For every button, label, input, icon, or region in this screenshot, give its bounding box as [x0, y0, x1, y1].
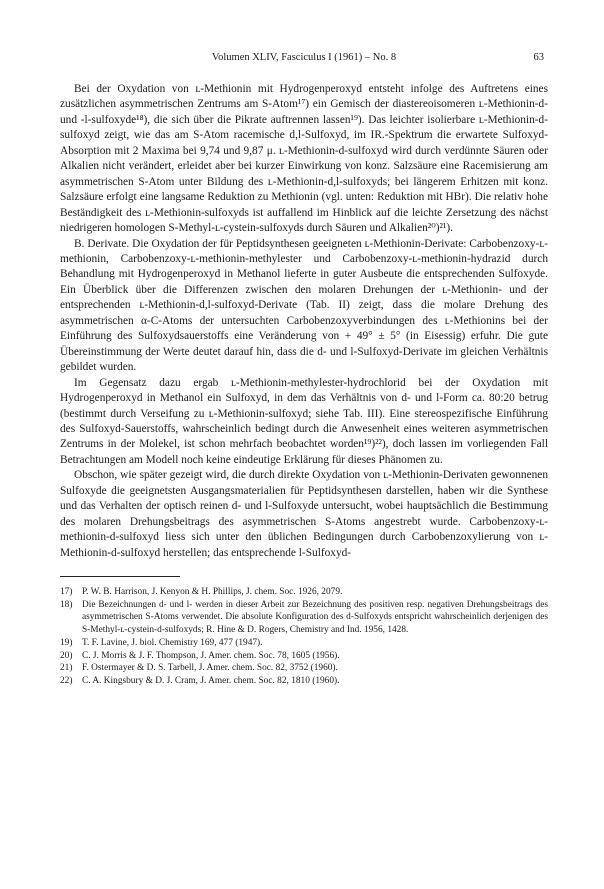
footnote-rule [60, 576, 180, 577]
footnote-number: 20) [60, 650, 73, 661]
footnote-text: Die Bezeichnungen d- und l- werden in dieser Arbeit zur Bezeichnung des positiven resp. negativen Drehungsbeitrags des asymmetrischen S-Atoms verwendet. Die absolute Konfiguration des d-Sulfoxyds entspricht wahrscheinlich derjenigen des S-Methyl-ʟ-cystein-d-sulfoxyds; R. Hine & D. Rogers, Chemistry and Ind. 1956, 1428. [82, 599, 548, 636]
running-head-title: Volumen XLIV, Fasciculus I (1961) – No. 8 [211, 52, 397, 63]
footnote-text: F. Ostermayer & D. S. Tarbell, J. Amer. chem. Soc. 82, 3752 (1960). [82, 663, 338, 674]
page-number: 63 [533, 52, 544, 63]
paragraph-3: Im Gegensatz dazu ergab ʟ-Methionin-methylester-hydrochlorid bei der Oxydation mit Hydrogenperoxyd in Methanol ein Sulfoxyd, in dem das Verhältnis von d- und l-Form ca. 80:20 betrug (bestimmt durch Verseifung zu ʟ-Methionin-sulfoxyd; siehe Tab. III). Eine stereospezifische Einführung des Sulfoxyd-Sauerstoffs, wahrscheinlich bedingt durch die Anwesenheit eines weiteren asymmetrischen Zentrums in der Molekel, ist schon mehrfach beobachtet worden¹⁹)²²), doch lassen im vorliegenden Fall Betrachtungen am Modell noch keine eindeutige Erklärung für dieses Phänomen zu. [60, 376, 548, 466]
paragraph-2: B. Derivate. Die Oxydation der für Peptidsynthesen geeigneten ʟ-Methionin-Derivate: Carbobenzoxy-ʟ-methionin, Carbobenzoxy-ʟ-methionin-methylester und Carbobenzoxy-ʟ-methionin-hydrazid durch Behandlung mit Hydrogenperoxyd in Methanol lieferte in guter Ausbeute die entsprechenden Sulfoxyde. Ein Überblick über die Differenzen zwischen den molaren Drehungen der ʟ-Methionin- und der entsprechenden ʟ-Methionin-d,l-sulfoxyd-Derivate (Tab. II) zeigt, dass die molare Drehung des asymmetrischen α-C-Atoms der untersuchten Carbobenzoxyverbindungen des ʟ-Methionins bei der Einführung des Sulfoxydsauerstoffs eine Veränderung von + 49° ± 5° (in Eisessig) erfuhr. Die gute Übereinstimmung der Werte deutet darauf hin, dass die d- und l-Sulfoxyd-Derivate im gleichen Verhältnis gebildet wurden. [60, 237, 548, 374]
paragraph-4: Obschon, wie später gezeigt wird, die durch direkte Oxydation von ʟ-Methionin-Derivaten gewonnenen Sulfoxyde die geeignetsten Ausgangsmaterialien für Peptidsynthesen darstellen, haben wir die Synthese und das Verhalten der optisch reinen d- und l-Sulfoxyde untersucht, wobei hauptsächlich die Bestimmung des molaren Drehungsbeitrags des asymmetrischen S-Atoms angestrebt wurde. Carbobenzoxy-ʟ-methionin-d-sulfoxyd liess sich unter den üblichen Bedingungen durch Carbobenzoxylierung von ʟ-Methionin-d-sulfoxyd herstellen; das entsprechende l-Sulfoxyd- [60, 469, 548, 559]
footnote-text: C. J. Morris & J. F. Thompson, J. Amer. chem. Soc. 78, 1605 (1956). [82, 650, 340, 661]
footnote-text: P. W. B. Harrison, J. Kenyon & H. Phillips, J. chem. Soc. 1926, 2079. [82, 587, 343, 598]
footnote-22 [60, 675, 548, 688]
paragraph-1: Bei der Oxydation von ʟ-Methionin mit Hydrogenperoxyd entsteht infolge des Auftretens eines zusätzlichen asymmetrischen Zentrums am S-Atom¹⁷) ein Gemisch der diastereoisomeren ʟ-Methionin-d- und -l-sulfoxyde¹⁸), die sich über die Pikrate auftrennen lassen¹⁹). Das leichter isolierbare ʟ-Methionin-d-sulfoxyd zeigt, wie das am S-Atom racemische d,l-Sulfoxyd, im IR.-Spektrum die erwartete Sulfoxyd-Absorption mit 2 Maxima bei 9,74 und 9,87 μ. ʟ-Methionin-d-sulfoxyd wird durch verdünnte Säuren oder Alkalien nicht verändert, erleidet aber bei kurzer Einwirkung von konz. Salzsäure eine Racemisierung am asymmetrischen S-Atom unter Bildung des ʟ-Methionin-d,l-sulfoxyds; bei längerem Erhitzen mit konz. Salzsäure erfolgt eine langsame Reduktion zu Methionin (vgl. unten: Reduktion mit HBr). Die relativ hohe Beständigkeit des ʟ-Methionin-sulfoxyds ist auffallend im Hinblick auf die leichte Zersetzung des nächst niedrigeren homologen S-Methyl-ʟ-cystein-sulfoxyds durch Säuren und Alkalien²⁰)²¹). [60, 83, 548, 235]
running-head [60, 52, 548, 68]
footnote-21 [60, 662, 548, 675]
footnote-number: 17) [60, 587, 73, 598]
footnote-text: C. A. Kingsbury & D. J. Cram, J. Amer. chem. Soc. 82, 1810 (1960). [82, 675, 340, 686]
footnotes [60, 586, 548, 688]
footnote-number: 22) [60, 675, 73, 686]
footnote-number: 21) [60, 663, 73, 674]
footnote-17 [60, 586, 548, 599]
footnote-number: 19) [60, 637, 73, 648]
body-text [60, 82, 548, 561]
footnote-20 [60, 650, 548, 663]
footnote-number: 18) [60, 599, 73, 610]
footnote-19 [60, 637, 548, 650]
footnote-18 [60, 599, 548, 637]
footnote-text: T. F. Lavine, J. biol. Chemistry 169, 477 (1947). [82, 637, 263, 648]
